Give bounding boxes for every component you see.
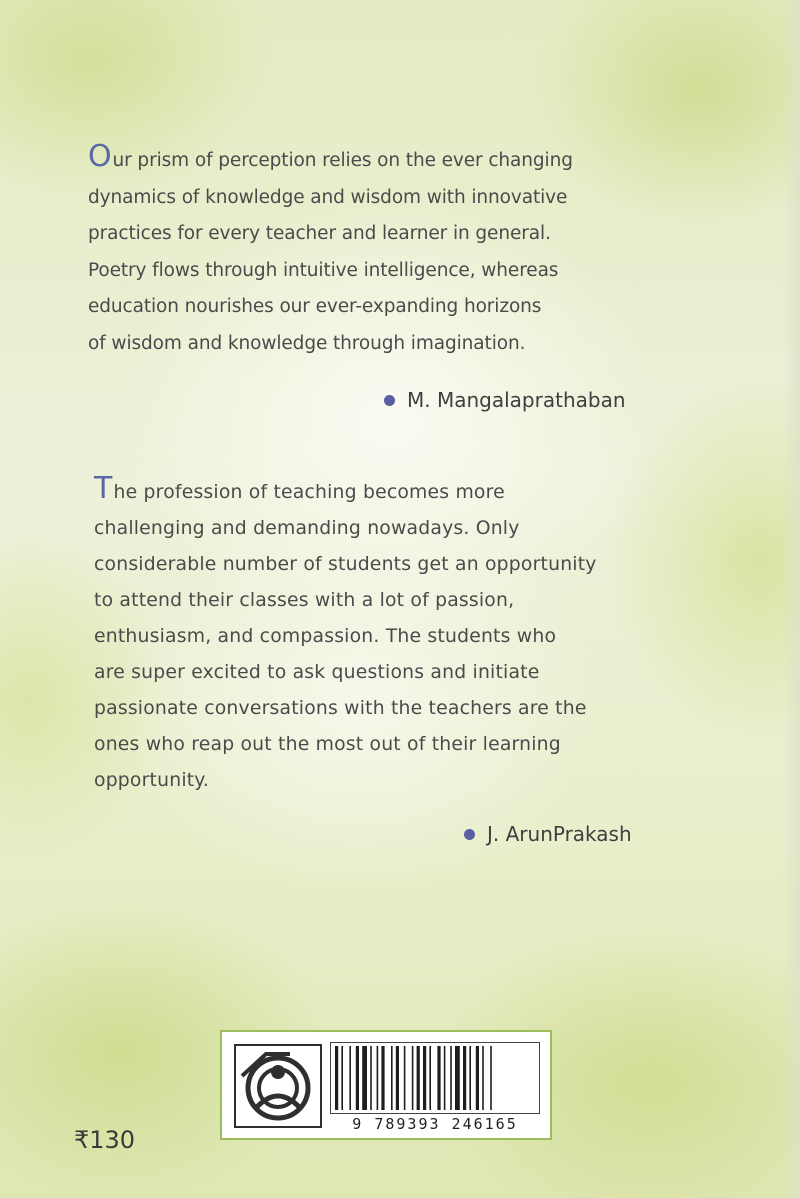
quote-one-line: practices for every teacher and learner in general. xyxy=(88,223,551,244)
quote-two-line: to attend their classes with a lot of passion, xyxy=(94,590,515,611)
quote-two-line: considerable number of students get an opportunity xyxy=(94,554,597,575)
quote-two-line: challenging and demanding nowadays. Only xyxy=(94,518,520,539)
quote-one-author: M. Mangalaprathaban xyxy=(407,388,626,412)
isbn-panel xyxy=(220,1030,552,1140)
publisher-logo-icon xyxy=(234,1044,322,1128)
quote-one-line: of wisdom and knowledge through imagination. xyxy=(88,332,526,354)
isbn-number: 9 789393 246165 xyxy=(352,1115,518,1133)
quote-one-line: dynamics of knowledge and wisdom with innovative xyxy=(88,186,568,208)
quote-two-dropcap: T xyxy=(94,471,113,506)
quote-two-line: are super excited to ask questions and initiate xyxy=(94,662,540,683)
isbn-barcode-icon xyxy=(330,1042,540,1114)
price-label: ₹130 xyxy=(74,1126,136,1154)
quote-two-line: enthusiasm, and compassion. The students who xyxy=(94,626,557,647)
quote-two-author: J. ArunPrakash xyxy=(487,822,632,846)
quote-one-dropcap: O xyxy=(88,139,112,174)
quote-one xyxy=(88,139,678,362)
quote-one-line: education nourishes our ever-expanding horizons xyxy=(88,296,542,317)
bullet-dot-icon xyxy=(464,829,475,840)
quote-two-line: ones who reap out the most out of their learning xyxy=(94,734,561,755)
quote-one-attribution xyxy=(384,388,626,412)
quote-one-line: Poetry flows through intuitive intelligence, whereas xyxy=(88,259,559,281)
page-edge xyxy=(782,0,800,1198)
quote-one-line: ur prism of perception relies on the ever changing xyxy=(112,150,573,171)
quote-two-line: passionate conversations with the teachers are the xyxy=(94,698,587,719)
quote-two-line: he profession of teaching becomes more xyxy=(113,482,505,503)
quote-two-attribution xyxy=(464,822,632,846)
quote-two xyxy=(94,471,694,799)
bullet-dot-icon xyxy=(384,395,395,406)
quote-two-line: opportunity. xyxy=(94,770,210,791)
